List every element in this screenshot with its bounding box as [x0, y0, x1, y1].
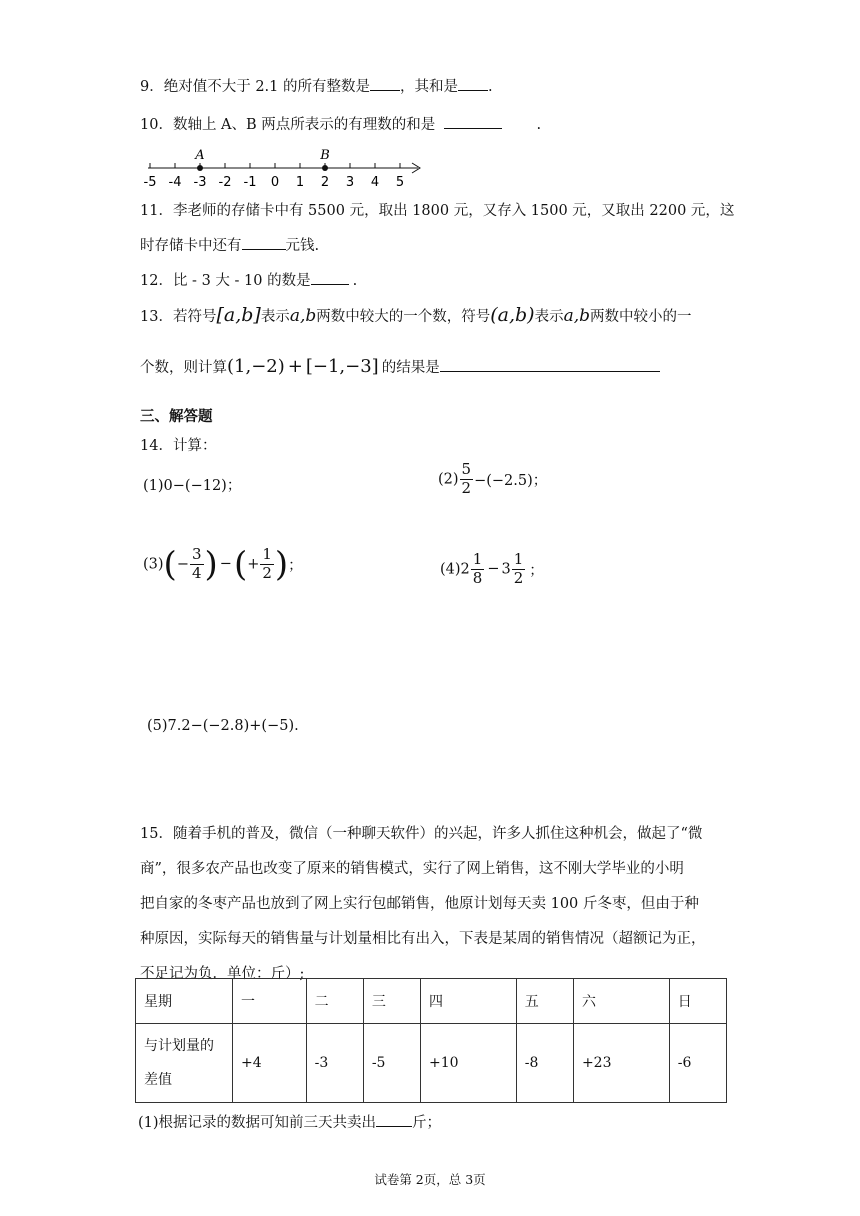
q13-text-c: 两数中较大的一个数，符号	[316, 309, 491, 325]
table-header-cell: 日	[669, 979, 726, 1024]
q13-text-d: 表示	[534, 309, 564, 325]
q12-blank[interactable]	[311, 270, 349, 285]
table-header-cell: 四	[420, 979, 516, 1024]
fraction-numerator: 5	[461, 460, 472, 478]
q11-text-a: 时存储卡中还有	[140, 238, 242, 254]
q14-p3-sign-1: −	[176, 556, 189, 573]
q14-p4-whole-1: 2	[460, 561, 470, 578]
table-header-row	[136, 979, 727, 1024]
number-line-point-label: A	[195, 148, 205, 163]
q14-p3-fraction-1	[190, 547, 204, 582]
q14-part-5: (5)7.2−(−2.8)+(−5).	[147, 718, 299, 734]
q10-text: 10．数轴上 A、B 两点所表示的有理数的和是	[140, 117, 436, 133]
sales-table	[135, 978, 727, 1103]
q12-end: .	[352, 273, 358, 289]
number-line	[140, 142, 430, 190]
q14-p4-prefix: (4)	[440, 561, 461, 578]
table-header-cell: 六	[573, 979, 669, 1024]
q14-part-3: (3)(− $\frac{3}{4}$ ) −(+ $\frac{1}{2}$ )；	[143, 544, 303, 585]
q15-sub-1	[138, 1111, 441, 1132]
question-10	[140, 113, 541, 134]
q10-blank[interactable]	[444, 114, 502, 129]
question-12	[140, 269, 357, 290]
table-row	[136, 1024, 727, 1103]
fraction-numerator: 1	[513, 550, 524, 568]
q12-text: 12．比 - 3 大 - 10 的数是	[140, 273, 311, 289]
table-cell: +10	[420, 1024, 516, 1103]
fraction-denominator: 4	[191, 563, 202, 582]
table-header-cell: 星期	[136, 979, 233, 1024]
q13-plus: +	[287, 356, 303, 377]
row-label-line-1: 与计划量的	[144, 1038, 214, 1054]
number-line-tick-label: 2	[320, 175, 330, 190]
q9-end: .	[488, 79, 493, 95]
q13-line-1	[140, 300, 692, 332]
q14-part-1: (1)0−(−12)；	[143, 478, 242, 494]
table-header-cell: 一	[233, 979, 307, 1024]
q15-line-2: 商”，很多农产品也改变了原来的销售模式，实行了网上销售，这不刚大学毕业的小明	[140, 861, 684, 877]
section-3-heading: 三、解答题	[140, 408, 213, 425]
fraction-numerator: 1	[262, 545, 272, 563]
q15-line-5: 不足记为负．单位：斤）;	[140, 966, 305, 982]
q14-p4-whole-2: 3	[501, 561, 511, 578]
question-11	[140, 199, 734, 255]
q13-min-symbol: (a,b)	[490, 304, 535, 326]
q13-line-2	[140, 352, 692, 383]
q9-blank-1[interactable]	[370, 76, 400, 91]
q11-line-2	[140, 234, 734, 255]
q9-text: 9．绝对值不大于 2.1 的所有整数是	[140, 79, 371, 95]
q13-text-f: 个数，则计算	[140, 360, 227, 376]
number-line-tick-label: 3	[345, 175, 355, 190]
number-line-tick-label: -3	[193, 175, 207, 190]
q14-p4-minus: −	[487, 561, 500, 578]
q15-sub1-blank[interactable]	[376, 1112, 412, 1127]
fraction-denominator: 2	[461, 478, 472, 497]
q13-text-a: 13．若符号	[140, 309, 217, 325]
number-line-tick-label: 4	[370, 175, 380, 190]
q14-p2-fraction	[460, 462, 474, 497]
fraction-numerator: 1	[472, 550, 483, 568]
table-cell: +23	[573, 1024, 669, 1103]
q14-p2-prefix: (2)	[438, 471, 459, 488]
table-cell: -8	[516, 1024, 573, 1103]
number-line-point-label: B	[320, 148, 330, 163]
q13-text-e: 两数中较小的一	[590, 309, 692, 325]
q15-sub1-end: 斤；	[412, 1115, 442, 1131]
q10-end: .	[536, 117, 542, 133]
q13-blank[interactable]	[440, 357, 660, 372]
q14-p2-rest: −(−2.5)；	[474, 472, 548, 489]
q13-text-g: 的结果是	[381, 360, 440, 376]
q15-sub1-text: (1)根据记录的数据可知前三天共卖出	[138, 1115, 377, 1131]
q14-p4-end: ；	[529, 562, 544, 579]
q14-p3-sign-2: +	[247, 556, 260, 573]
q13-expr-1: (1,−2)	[227, 356, 285, 377]
q13-expr-2: [−1,−3]	[305, 356, 379, 377]
question-9	[140, 75, 493, 96]
q15-line-3: 把自家的冬枣产品也放到了网上实行包邮销售，他原计划每天卖 100 斤冬枣，但由于种	[140, 896, 699, 912]
table-cell: -6	[669, 1024, 726, 1103]
q14-part-4	[440, 552, 544, 587]
table-cell: -5	[363, 1024, 420, 1103]
table-header-cell: 二	[306, 979, 363, 1024]
number-line-point	[197, 165, 203, 171]
q11-blank[interactable]	[242, 235, 286, 250]
q11-line-1: 11．李老师的存储卡中有 5500 元，取出 1800 元，又存入 1500 元，又取出 2200 元，这	[140, 203, 735, 219]
row-label-cell	[136, 1024, 233, 1103]
fraction-numerator: 3	[191, 545, 202, 563]
number-line-tick-label: -4	[168, 175, 182, 190]
table-header-cell: 三	[363, 979, 420, 1024]
q15-line-4: 种原因，实际每天的销售量与计划量相比有出入，下表是某周的销售情况（超额记为正，	[140, 931, 706, 947]
q9-text-2: ，其和是	[400, 79, 459, 95]
table-header-cell: 五	[516, 979, 573, 1024]
fraction-denominator: 2	[262, 563, 272, 582]
fraction-denominator: 2	[513, 568, 524, 587]
page-footer: 试卷第 2页，总 3页	[374, 1172, 486, 1187]
q14-p3-prefix: (3)	[143, 556, 164, 573]
number-line-tick-label: -5	[143, 175, 157, 190]
fraction-denominator: 8	[472, 568, 483, 587]
question-13	[140, 300, 692, 383]
q14-p3-fraction-2	[260, 547, 274, 582]
q14-p3-minus: −	[219, 556, 232, 573]
question-15	[140, 817, 706, 992]
q13-ab-2: a,b	[563, 306, 591, 326]
q14-p3-end: ；	[288, 557, 303, 574]
number-line-tick-label: 0	[270, 175, 280, 190]
number-line-tick-label: -2	[218, 175, 232, 190]
q14-p4-fraction-1	[471, 552, 485, 587]
number-line-tick-label: -1	[243, 175, 257, 190]
q14-p4-fraction-2	[512, 552, 526, 587]
number-line-tick-label: 5	[395, 175, 405, 190]
q13-text-b: 表示	[260, 309, 290, 325]
table-cell: -3	[306, 1024, 363, 1103]
q13-max-symbol: [a,b]	[216, 304, 261, 326]
row-label-line-2: 差值	[144, 1072, 172, 1088]
table-cell: +4	[233, 1024, 307, 1103]
q11-text-b: 元钱.	[285, 238, 320, 254]
q13-ab-1: a,b	[289, 306, 317, 326]
q14-title: 14．计算：	[140, 438, 217, 454]
q15-line-1: 15．随着手机的普及，微信（一种聊天软件）的兴起，许多人抓住这种机会，做起了“微	[140, 826, 703, 842]
number-line-tick-label: 1	[295, 175, 305, 190]
number-line-point	[322, 165, 328, 171]
q14-part-2	[438, 462, 547, 497]
q9-blank-2[interactable]	[458, 76, 488, 91]
